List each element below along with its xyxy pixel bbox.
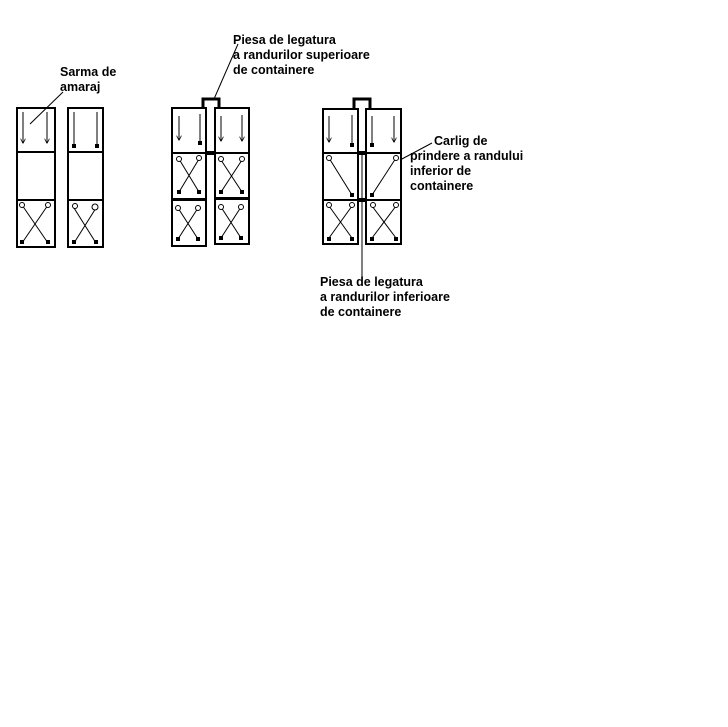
lower-connector-label-line3: de containere — [320, 305, 402, 319]
mid-connector-piece-group3 — [358, 151, 366, 155]
upper-connector-label — [233, 33, 370, 78]
upper-connector-piece-group3 — [354, 99, 370, 109]
lashing-wire-label-line2: amaraj — [60, 80, 101, 94]
lashing-wire-label — [60, 65, 116, 95]
lower-connector-label — [320, 275, 450, 320]
hook-circles-group2 — [176, 156, 245, 211]
container-stack-middle — [172, 108, 249, 246]
hook-label-line3: inferior de — [410, 164, 472, 178]
lower-connector-piece-group2 — [206, 151, 215, 155]
upper-connector-label-line2: a randurilor superioare — [233, 48, 370, 62]
upper-connector-piece-group2 — [203, 99, 219, 108]
upper-connector-label-line1: Piesa de legatura — [233, 33, 336, 47]
lower-connector-label-line1: Piesa de legatura — [320, 275, 423, 289]
lashing-wires-group2 — [178, 114, 242, 239]
hook-label-line2: prindere a randului — [410, 149, 524, 163]
lashing-wires-group1 — [22, 112, 97, 243]
hook-label-line1: Carlig de — [434, 134, 488, 148]
hook-circles-group1 — [20, 203, 99, 211]
hook-label — [410, 134, 523, 194]
lower-connector-label-line2: a randurilor inferioare — [320, 290, 450, 304]
lashing-wire-label-line1: Sarma de — [60, 65, 117, 79]
hook-label-line4: containere — [410, 179, 474, 193]
upper-connector-label-line3: de containere — [233, 63, 315, 77]
